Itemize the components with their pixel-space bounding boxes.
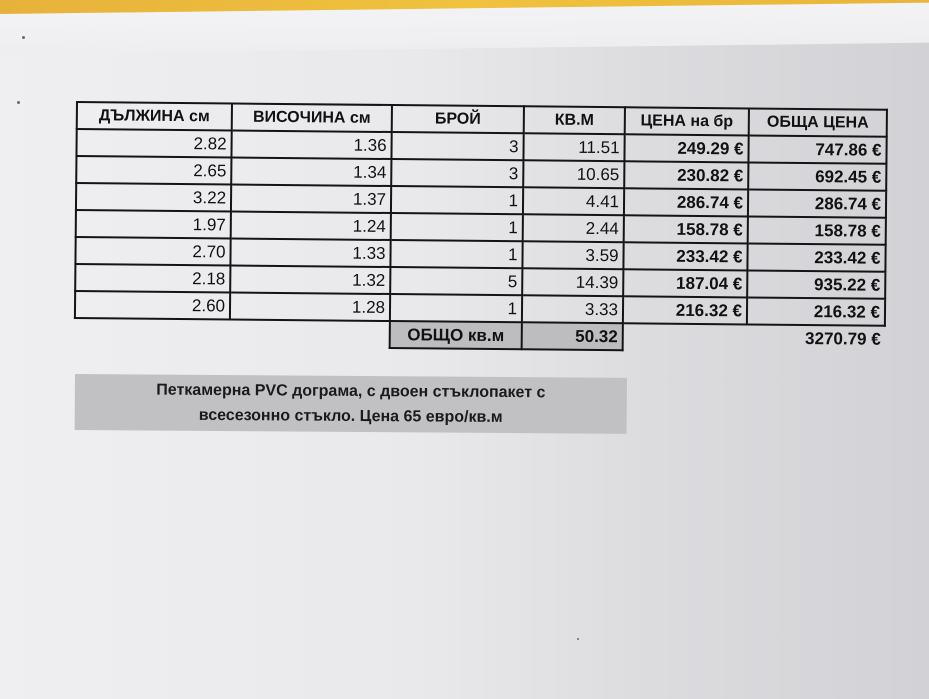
cell-height: 1.24 [231,211,391,240]
cell-length: 1.97 [76,210,231,238]
cell-total-price: 935.22 € [747,270,885,298]
totals-spacer [75,318,230,346]
cell-length: 2.70 [75,237,230,265]
cell-length: 2.82 [76,129,231,157]
cell-total-price: 692.45 € [748,162,886,190]
cell-length: 2.65 [76,156,231,184]
cell-count: 3 [391,132,523,160]
cell-unit-price: 187.04 € [623,269,747,297]
totals-spacer [230,319,390,348]
cell-sqm: 14.39 [522,268,623,296]
cell-unit-price: 233.42 € [623,242,747,270]
cell-length: 3.22 [76,183,231,211]
cell-count: 3 [391,159,523,187]
cell-sqm: 10.65 [523,160,624,188]
cell-sqm: 3.33 [522,295,623,323]
grand-total-value: 3270.79 € [805,329,881,349]
cell-length: 2.18 [75,264,230,292]
cell-total-price: 233.42 € [747,243,885,271]
cell-total-price: 216.32 € [747,297,885,325]
note-line-2: всесезонно стъкло. Цена 65 евро/кв.м [198,406,503,426]
header-unit-price: ЦЕНА на бр [625,107,749,135]
cell-count: 1 [391,213,523,241]
cell-sqm: 4.41 [523,187,624,215]
cell-count: 1 [391,186,523,214]
cell-sqm: 3.59 [522,241,623,269]
cell-height: 1.37 [231,184,391,213]
cell-unit-price: 249.29 € [624,134,748,162]
cell-total-price: 158.78 € [748,216,886,244]
header-height: ВИСОЧИНА см [232,103,392,132]
cell-count: 1 [390,240,522,268]
paper-speck [22,36,25,39]
cell-count: 5 [390,267,522,295]
cell-unit-price: 286.74 € [624,188,748,216]
total-sqm-label: ОБЩО кв.м [390,321,522,349]
cell-height: 1.33 [230,238,390,267]
note-line-1: Петкамерна PVC дограма, с двоен стъклопакет с [156,381,546,402]
product-note [75,374,627,434]
cell-sqm: 2.44 [523,214,624,242]
cell-total-price: 286.74 € [748,189,886,217]
cell-count: 1 [390,294,522,322]
cell-total-price: 747.86 € [748,135,886,163]
cell-height: 1.32 [230,265,390,294]
paper-speck [17,101,20,104]
cell-sqm: 11.51 [523,133,624,161]
header-sqm: КВ.М [524,106,625,134]
cell-unit-price: 158.78 € [624,215,748,243]
totals-spacer [623,323,747,351]
header-length: ДЪЛЖИНА см [77,102,232,130]
cell-unit-price: 216.32 € [623,296,747,324]
cell-length: 2.60 [75,291,230,319]
header-total-price: ОБЩА ЦЕНА [749,108,887,136]
cell-height: 1.36 [231,130,391,159]
cell-height: 1.28 [230,292,390,321]
price-table [74,101,888,354]
cell-height: 1.34 [231,157,391,186]
header-count: БРОЙ [392,105,524,133]
paper-speck [577,638,579,640]
cell-unit-price: 230.82 € [624,161,748,189]
total-sqm-value: 50.32 [522,322,623,350]
